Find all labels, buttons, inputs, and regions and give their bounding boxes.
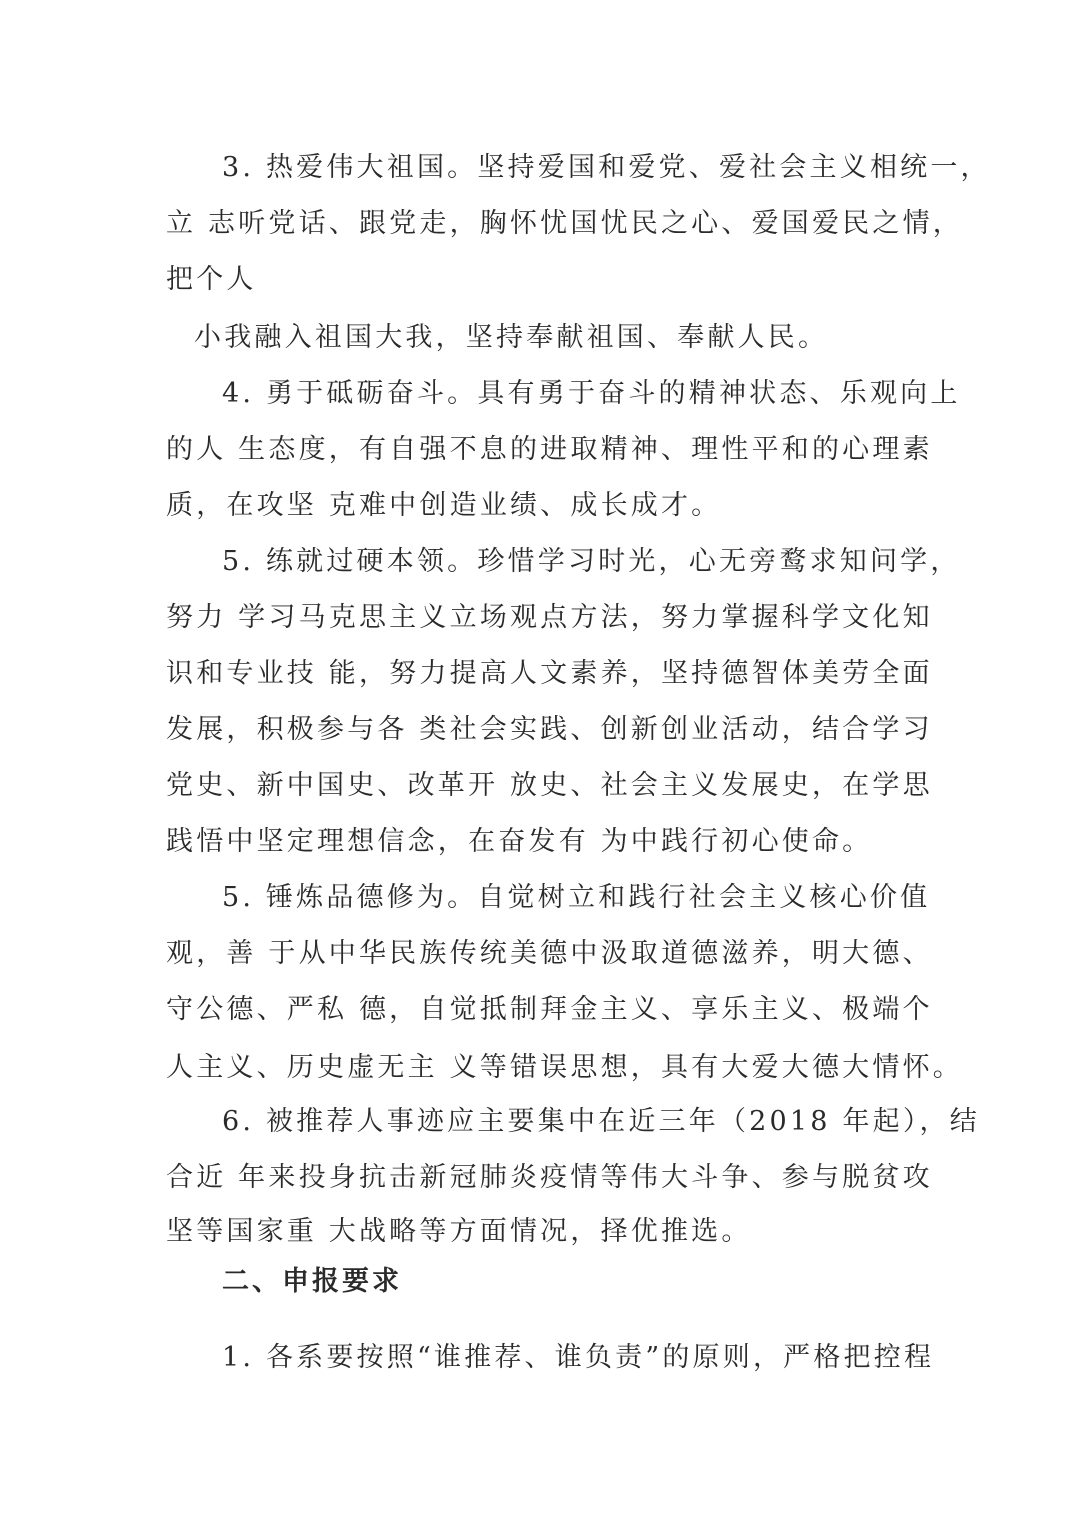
paragraph-line: 把个人 — [166, 264, 257, 295]
paragraph-line: 践悟中坚定理想信念，在奋发有 为中践行初心使命。 — [166, 826, 873, 857]
paragraph-line: 1. 各系要按照“谁推荐、谁负责”的原则，严格把控程 — [222, 1342, 935, 1373]
paragraph-line: 立 志听党话、跟党走，胸怀忧国忧民之心、爱国爱民之情， — [166, 208, 963, 239]
paragraph-line: 质，在攻坚 克难中创造业绩、成长成才。 — [166, 490, 722, 521]
paragraph-line: 5. 锤炼品德修为。自觉树立和践行社会主义核心价值 — [222, 882, 931, 913]
paragraph-line: 人主义、历史虚无主 义等错误思想，具有大爱大德大情怀。 — [166, 1052, 963, 1083]
paragraph-line: 4. 勇于砥砺奋斗。具有勇于奋斗的精神状态、乐观向上 — [222, 378, 961, 409]
paragraph-line: 观，善 于从中华民族传统美德中汲取道德滋养，明大德、 — [166, 938, 933, 969]
paragraph-line: 3. 热爱伟大祖国。坚持爱国和爱党、爱社会主义相统一， — [222, 152, 991, 183]
paragraph-line: 党史、新中国史、改革开 放史、社会主义发展史，在学思 — [166, 770, 933, 801]
paragraph-line: 合近 年来投身抗击新冠肺炎疫情等伟大斗争、参与脱贫攻 — [166, 1162, 933, 1193]
paragraph-line: 识和专业技 能，努力提高人文素养，坚持德智体美劳全面 — [166, 658, 933, 689]
paragraph-line: 努力 学习马克思主义立场观点方法，努力掌握科学文化知 — [166, 602, 933, 633]
paragraph-line: 发展，积极参与各 类社会实践、创新创业活动，结合学习 — [166, 714, 933, 745]
paragraph-line: 小我融入祖国大我，坚持奉献祖国、奉献人民。 — [194, 322, 829, 353]
paragraph-line: 6. 被推荐人事迹应主要集中在近三年（2018 年起），结 — [222, 1106, 980, 1137]
paragraph-line: 守公德、严私 德，自觉抵制拜金主义、享乐主义、极端个 — [166, 994, 933, 1025]
paragraph-line: 坚等国家重 大战略等方面情况，择优推选。 — [166, 1216, 752, 1247]
section-heading: 二、申报要求 — [222, 1266, 402, 1297]
paragraph-line: 5. 练就过硬本领。珍惜学习时光，心无旁鹜求知问学， — [222, 546, 961, 577]
paragraph-line: 的人 生态度，有自强不息的进取精神、理性平和的心理素 — [166, 434, 933, 465]
